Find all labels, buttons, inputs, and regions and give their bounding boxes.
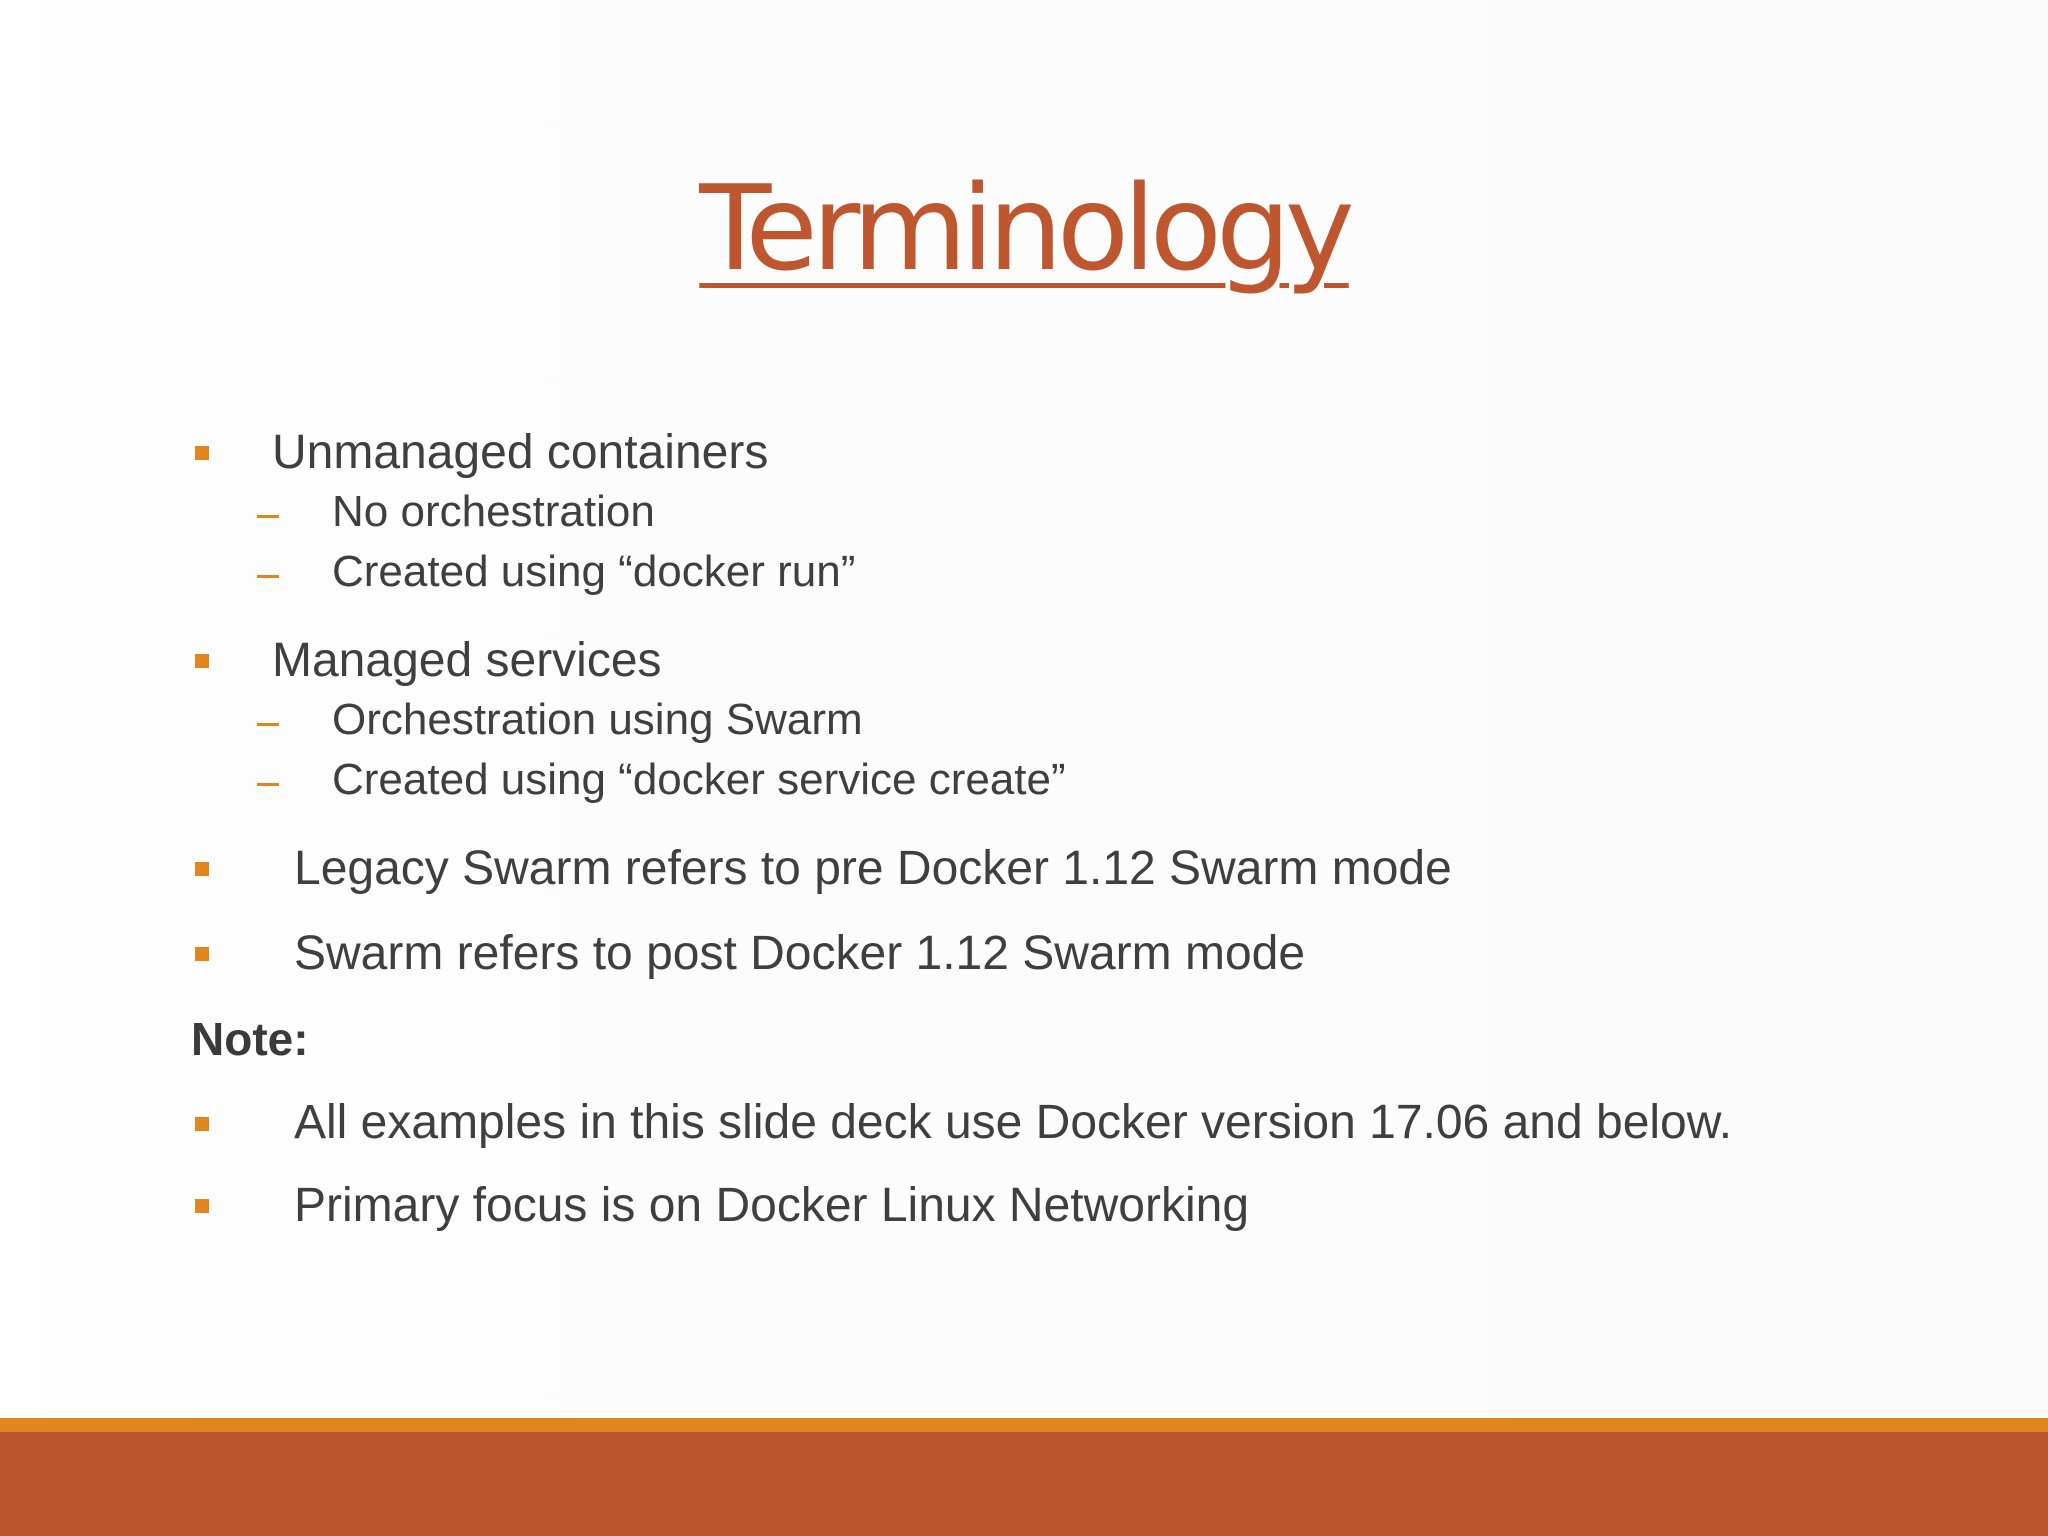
bullet-text: Unmanaged containers: [272, 426, 769, 479]
sub-bullet-text: Created using “docker service create”: [332, 755, 1066, 804]
bullet-square-icon: [195, 1199, 209, 1213]
bullet-square-icon: [195, 947, 209, 961]
bullet-text: Swarm refers to post Docker 1.12 Swarm mode: [294, 927, 1306, 980]
bullet-square-icon: [195, 446, 209, 460]
sub-bullet-dash-icon: [257, 515, 279, 518]
note-label: Note:: [191, 1013, 309, 1065]
footer-bar: [0, 1432, 2048, 1536]
sub-bullet-text: No orchestration: [332, 487, 655, 536]
bullet-text: Legacy Swarm refers to pre Docker 1.12 Swarm mode: [294, 842, 1452, 895]
bullet-square-icon: [195, 1117, 209, 1131]
sub-bullet-dash-icon: [257, 575, 279, 578]
sub-bullet-text: Orchestration using Swarm: [332, 695, 863, 744]
note-bullet-text: Primary focus is on Docker Linux Networking: [294, 1179, 1250, 1232]
sub-bullet-dash-icon: [257, 723, 279, 726]
bullet-square-icon: [195, 654, 209, 668]
sub-bullet-dash-icon: [257, 783, 279, 786]
footer-accent-line: [0, 1418, 2048, 1432]
bullet-text: Managed services: [272, 634, 662, 687]
bullet-square-icon: [195, 862, 209, 876]
note-bullet-text: All examples in this slide deck use Docker version 17.06 and below.: [294, 1096, 1733, 1149]
sub-bullet-text: Created using “docker run”: [332, 547, 856, 596]
slide-title-text: Terminology: [699, 159, 1349, 297]
slide-title: [0, 158, 2048, 298]
